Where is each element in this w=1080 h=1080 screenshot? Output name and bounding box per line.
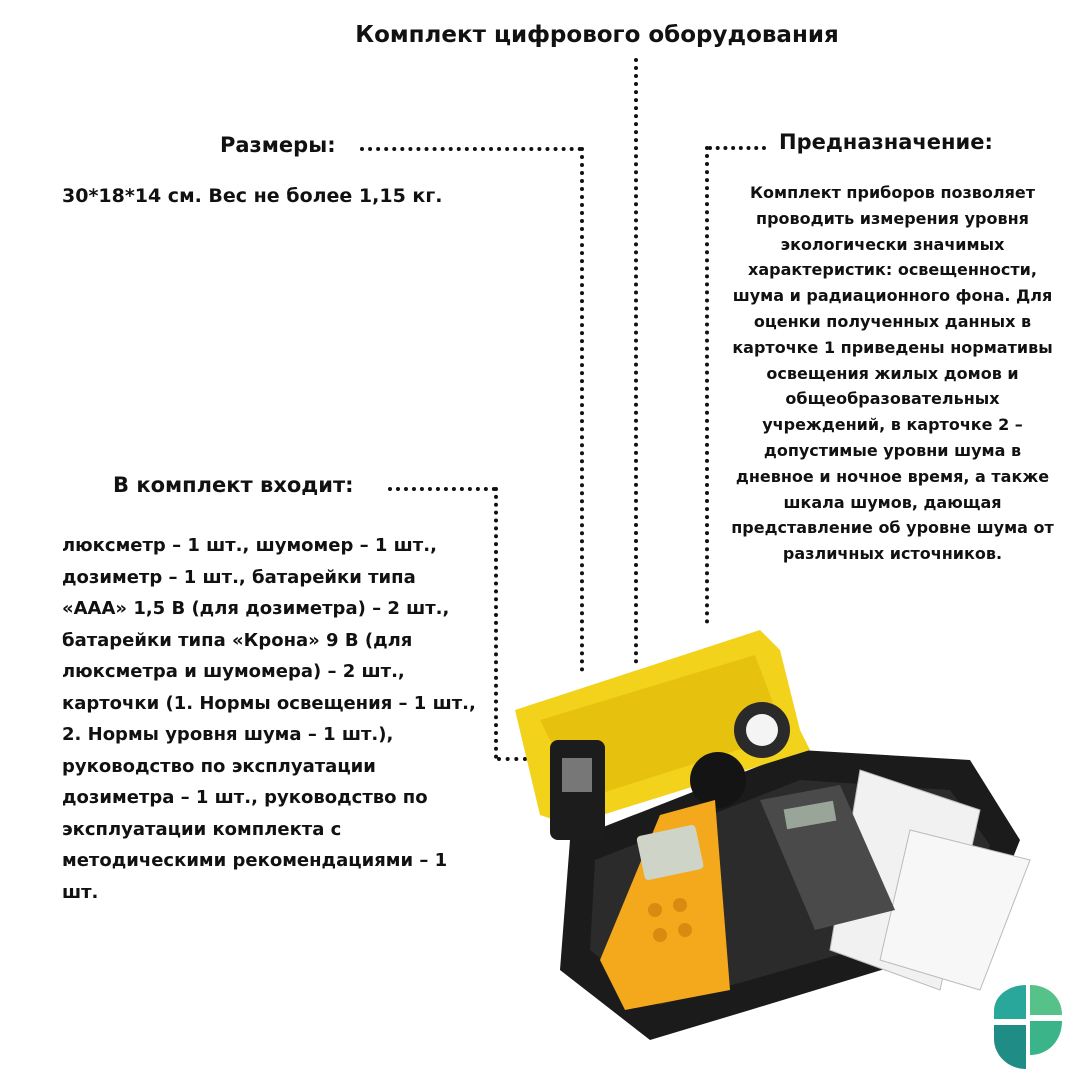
title-connector	[634, 58, 638, 664]
contents-text: люксметр – 1 шт., шумомер – 1 шт., дозиметр – 1 шт., батарейки типа «ААА» 1,5 В (для дозиметра) – 2 шт., батарейки типа «Крона» 9 В (для люксметра и шумомера) – 2 шт., карточки (1. Нормы освещения – 1 шт., 2. Нормы уровня шума – 1 шт.), руководство по эксплуатации дозиметра – 1 шт., руководство по эксплуатации комплекта с методическими рекомендациями – 1 шт.	[62, 535, 476, 903]
brand-logo-icon	[990, 985, 1066, 1069]
contents-connector-v	[494, 487, 498, 759]
purpose-text: Комплект приборов позволяет проводить измерения уровня экологически значимых характеристик: освещенности, шума и радиационного фона. Для оценки полученных данных в карточке 1 приведены нормативы освещения жилых домов и общеобразовательных учреждений, в карточке 2 – допустимые уровни шума в дневное и ночное время, а также шкала шумов, дающая представление об уровне шума от различных источников.	[731, 183, 1054, 564]
purpose-connector-h	[708, 146, 766, 150]
equipment-kit-photo	[500, 610, 1040, 1050]
dimensions-connector-h	[360, 147, 582, 151]
purpose-heading: Предназначение:	[779, 130, 993, 154]
contents-heading: В комплект входит:	[113, 473, 354, 497]
contents-connector-h	[388, 487, 496, 491]
dimensions-connector-v	[580, 147, 584, 672]
page-title: Комплект цифрового оборудования	[355, 22, 839, 48]
purpose-connector-v	[705, 146, 709, 624]
dimensions-text: 30*18*14 см. Вес не более 1,15 кг.	[62, 185, 443, 207]
dimensions-heading: Размеры:	[220, 133, 336, 157]
